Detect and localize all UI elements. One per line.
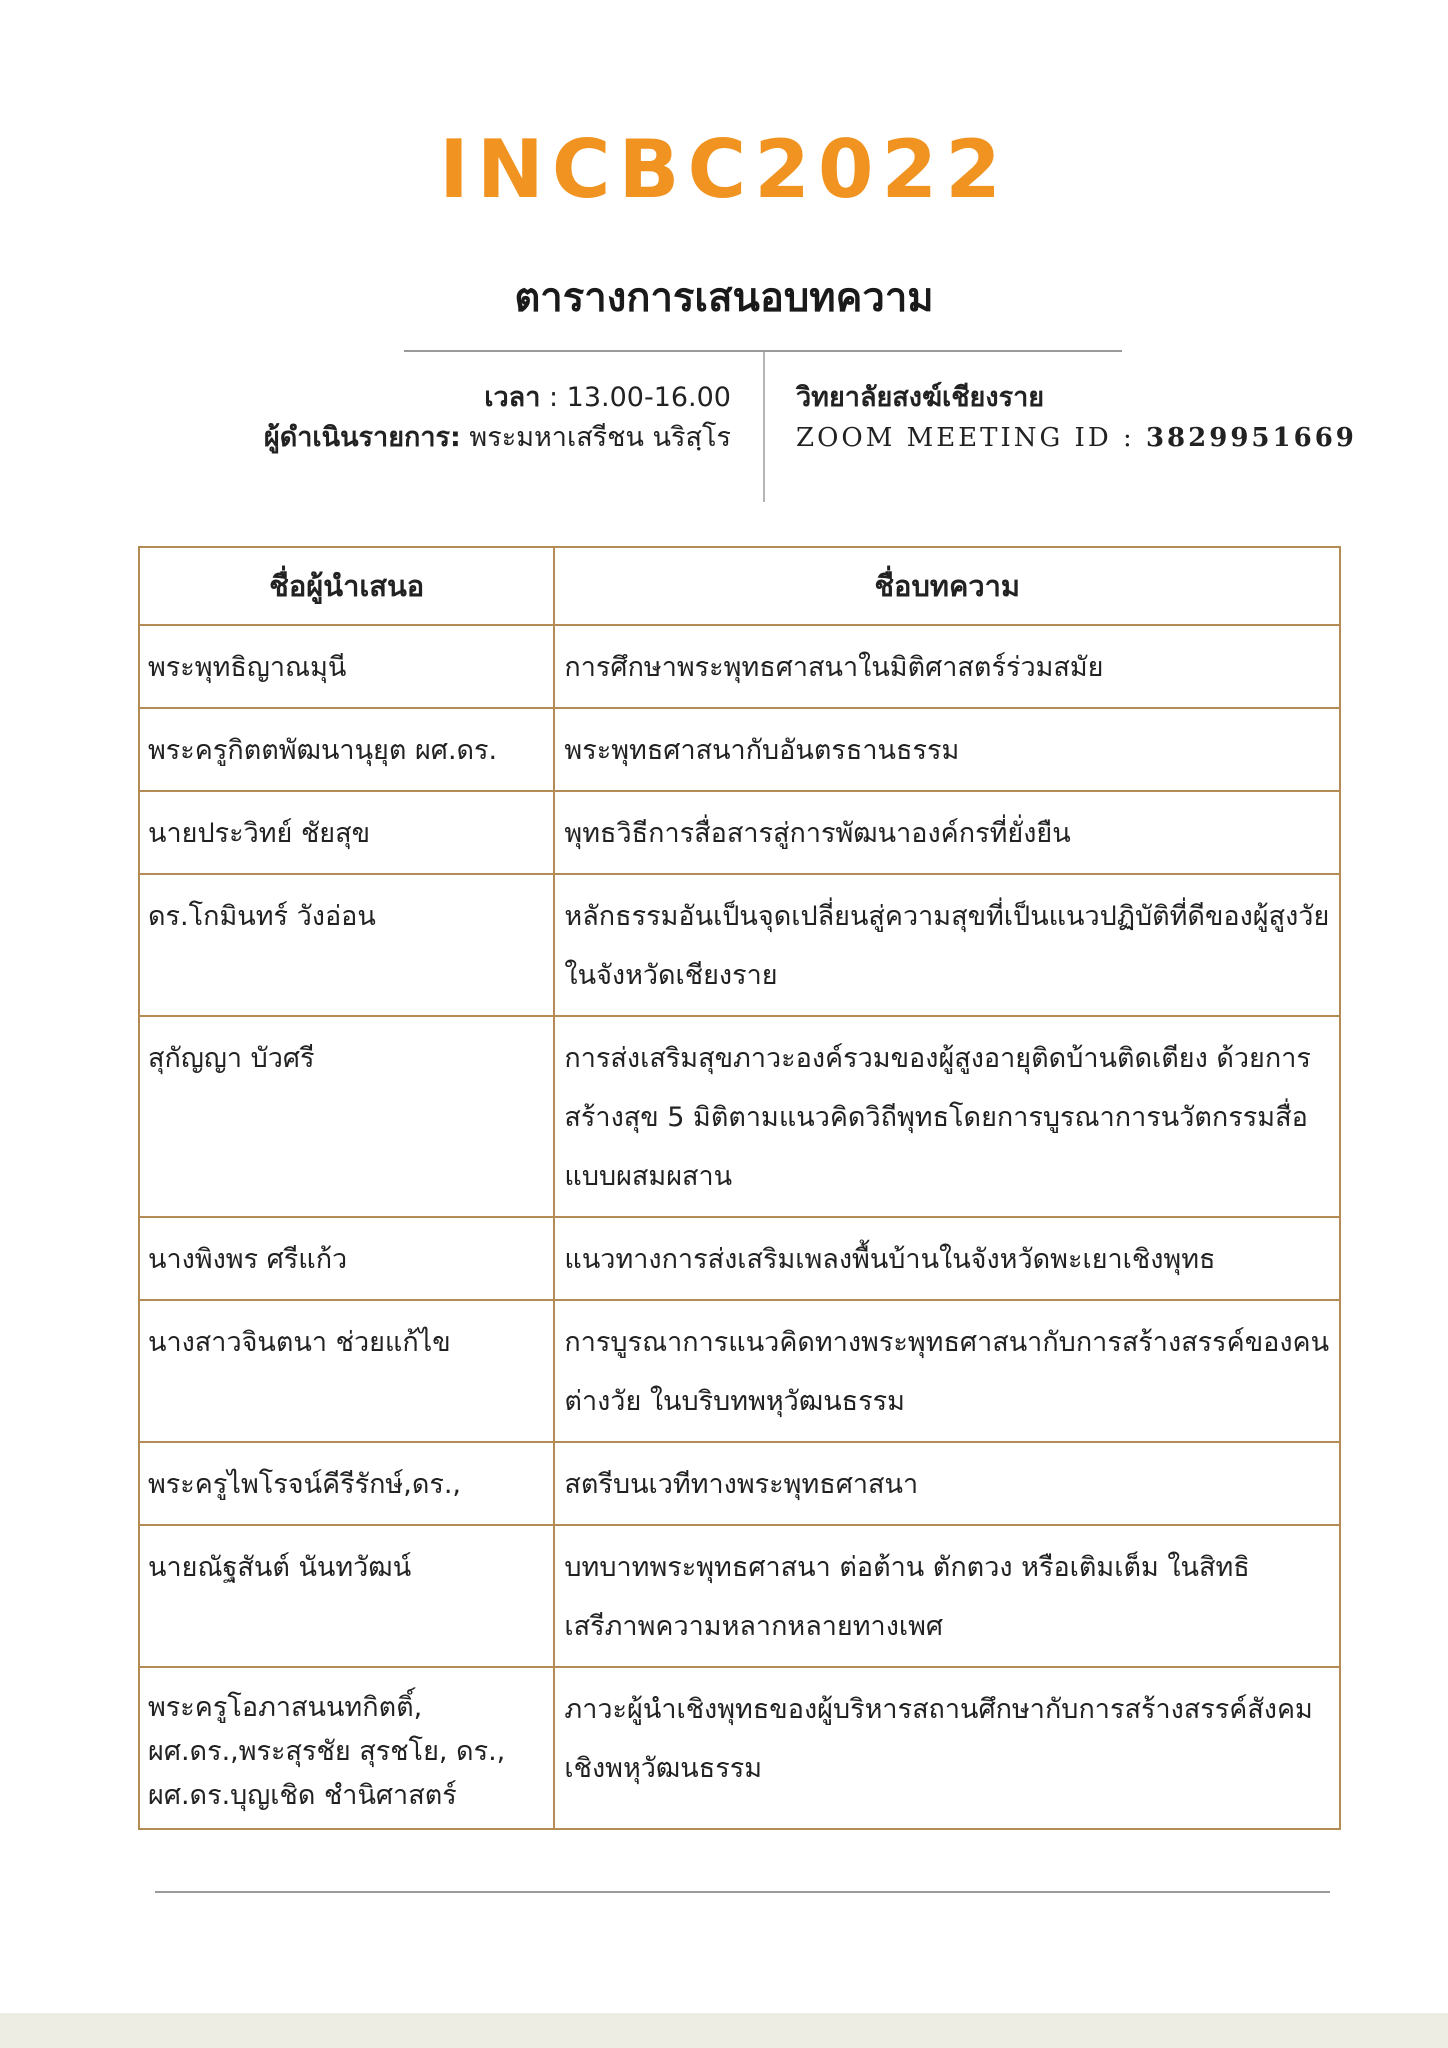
- zoom-label: ZOOM MEETING ID :: [796, 423, 1146, 453]
- table-row: [139, 874, 1340, 1016]
- moderator-label: ผู้ดำเนินรายการ:: [263, 422, 461, 453]
- paper-cell: พระพุทธศาสนากับอันตรธานธรรม: [554, 708, 1340, 791]
- presenter-cell: นางพิงพร ศรีแก้ว: [139, 1217, 554, 1300]
- paper-cell: ภาวะผู้นำเชิงพุทธของผู้บริหารสถานศึกษากับการสร้างสรรค์สังคมเชิงพหุวัฒนธรรม: [554, 1667, 1340, 1829]
- paper-cell: พุทธวิธีการสื่อสารสู่การพัฒนาองค์กรที่ยั่งยืน: [554, 791, 1340, 874]
- moderator-value: พระมหาเสรีชน นริสฺโร: [460, 422, 731, 453]
- presenter-cell: พระพุทธิญาณมุนี: [139, 625, 554, 708]
- table-row: [139, 1300, 1340, 1442]
- table-row: [139, 1525, 1340, 1667]
- paper-cell: การส่งเสริมสุขภาวะองค์รวมของผู้สูงอายุติดบ้านติดเตียง ด้วยการสร้างสุข 5 มิติตามแนวคิดวิถีพุทธโดยการบูรณาการนวัตกรรมสื่อแบบผสมผสาน: [554, 1016, 1340, 1217]
- paper-cell: การศึกษาพระพุทธศาสนาในมิติศาสตร์ร่วมสมัย: [554, 625, 1340, 708]
- table-row: [139, 708, 1340, 791]
- time-label: เวลา: [484, 382, 541, 413]
- schedule-table: [138, 546, 1341, 1830]
- bottom-divider: [155, 1891, 1330, 1893]
- presenter-cell: พระครูโอภาสนนทกิตติ์, ผศ.ดร.,พระสุรชัย สุรชโย, ดร., ผศ.ดร.บุญเชิด ชำนิศาสตร์: [139, 1667, 554, 1829]
- paper-cell: หลักธรรมอันเป็นจุดเปลี่ยนสู่ความสุขที่เป็นแนวปฏิบัติที่ดีของผู้สูงวัยในจังหวัดเชียงราย: [554, 874, 1340, 1016]
- presenter-cell: นายประวิทย์ ชัยสุข: [139, 791, 554, 874]
- presenter-cell: นางสาวจินตนา ช่วยแก้ไข: [139, 1300, 554, 1442]
- zoom-meeting-id: 3829951669: [1145, 423, 1357, 453]
- presenter-cell: พระครูกิตตพัฒนานุยุต ผศ.ดร.: [139, 708, 554, 791]
- zoom-line: [796, 418, 1357, 458]
- paper-cell: การบูรณาการแนวคิดทางพระพุทธศาสนากับการสร้างสรรค์ของคนต่างวัย ในบริบทพหุวัฒนธรรม: [554, 1300, 1340, 1442]
- venue-name: วิทยาลัยสงฆ์เชียงราย: [796, 382, 1045, 413]
- table-row: [139, 625, 1340, 708]
- table-row: [139, 1442, 1340, 1525]
- time-value: : 13.00-16.00: [540, 382, 731, 413]
- paper-cell: บทบาทพระพุทธศาสนา ต่อต้าน ตักตวง หรือเติมเต็ม ในสิทธิเสรีภาพความหลากหลายทางเพศ: [554, 1525, 1340, 1667]
- presenter-cell: สุกัญญา บัวศรี: [139, 1016, 554, 1217]
- paper-cell: แนวทางการส่งเสริมเพลงพื้นบ้านในจังหวัดพะเยาเชิงพุทธ: [554, 1217, 1340, 1300]
- session-info: [264, 378, 731, 458]
- header-paper: ชื่อบทความ: [554, 547, 1340, 625]
- table-row: [139, 1667, 1340, 1829]
- presenter-cell: ดร.โกมินทร์ วังอ่อน: [139, 874, 554, 1016]
- table-row: [139, 1217, 1340, 1300]
- vertical-divider: [763, 352, 765, 502]
- venue-info: [796, 378, 1357, 458]
- time-line: [264, 378, 731, 418]
- header-presenter: ชื่อผู้นำเสนอ: [139, 547, 554, 625]
- moderator-line: [264, 418, 731, 458]
- presenter-cell: นายณัฐสันต์ นันทวัฒน์: [139, 1525, 554, 1667]
- table-row: [139, 1016, 1340, 1217]
- paper-cell: สตรีบนเวทีทางพระพุทธศาสนา: [554, 1442, 1340, 1525]
- footer-band: [0, 2013, 1448, 2048]
- presenter-cell: พระครูไพโรจน์คีรีรักษ์,ดร.,: [139, 1442, 554, 1525]
- conference-title: INCBC2022: [439, 123, 1009, 216]
- table-row: [139, 791, 1340, 874]
- page-subtitle: ตารางการเสนอบทความ: [514, 275, 934, 321]
- table-header-row: [139, 547, 1340, 625]
